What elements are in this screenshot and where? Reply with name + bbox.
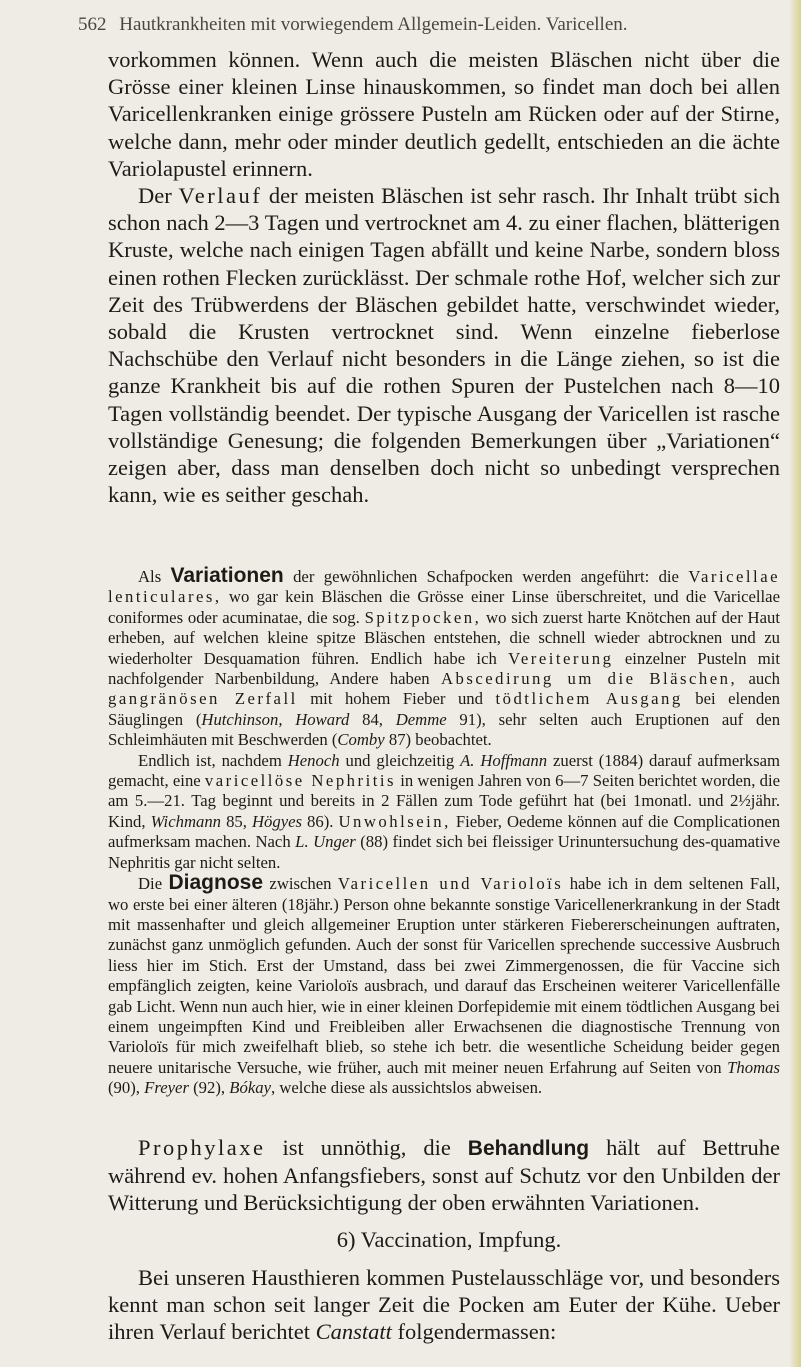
- heading-behandlung: Behandlung: [467, 1137, 590, 1160]
- citation-unger: L. Unger: [295, 832, 356, 852]
- text-run: tödtlichem Ausgang: [495, 689, 683, 709]
- text-run: , welche diese als aussichtslos abweisen.: [270, 1078, 543, 1098]
- text-run: 91), sehr selten auch Eruptionen auf den Schleimhäuten mit Beschwerden (: [108, 709, 781, 750]
- text-run: Varicellen und Varioloïs: [337, 874, 564, 894]
- text-run: 87) beobachtet.: [388, 730, 492, 750]
- heading-variationen: Variationen: [170, 564, 284, 587]
- paragraph-behandlung: [108, 1134, 780, 1217]
- citation-freyer: Freyer: [144, 1078, 189, 1098]
- body-large-type-2: [108, 1134, 780, 1345]
- paragraph-diagnose: [108, 873, 780, 1098]
- text-run: habe ich in dem seltenen Fall, wo erste bei einer älteren (18jähr.) Person ohne bekannte sonstige Varicellenerkrankung in der Stadt mit massenhafter und gleich allgemeiner Eruption unter stärkeren Fiebererscheinungen auftraten, zunächst ganz unmöglich gefunden. Auch der sonst für Varicellen sprechende successive Ausbruch liess hier im Stich. Erst der Umstand, dass bei zwei Zimmergenossen, die für Vaccine sich empfänglich zeigten, keine Varioloïs ausbrach, und darauf das Erscheinen weiterer Varicellenfälle gab Licht. Wenn nun auch hier, wie in einer kleinen Dorfepidemie mit einem tödtlichen Ausgang bei einem ungeimpften Kind und Freibleiben aller Erwachsenen die diagnostische Trennung von Varioloïs für mich zweifelhaft blieb, so stehe ich betr. die wesentliche Scheidung beider gegen neuere unitarische Versuche, wie früher, auch mit meiner neuen Erfahrung auf Seiten von: [108, 874, 781, 1077]
- text-run: zwischen: [269, 874, 332, 894]
- term-verlauf: Verlauf: [178, 183, 263, 209]
- text-run: bei elenden Säuglingen (: [108, 689, 780, 729]
- citation-henoch: Henoch: [287, 750, 340, 770]
- text-run: zuerst (1884) darauf aufmerksam gemacht, eine: [108, 750, 781, 791]
- citation-wichmann: Wichmann: [150, 811, 222, 831]
- text-run: (90),: [108, 1078, 140, 1098]
- text-run: (92),: [193, 1078, 226, 1098]
- text-run: Als: [138, 567, 162, 586]
- paragraph-variationen: [108, 566, 780, 751]
- term-prophylaxe: Prophylaxe: [138, 1135, 266, 1160]
- text-run: Fieber, Oedeme können auf die Complicationen aufmerksam machen. Nach: [108, 811, 781, 852]
- body-small-type: [108, 566, 780, 1099]
- text-run: 86).: [307, 811, 334, 831]
- body-large-type: [108, 46, 780, 508]
- text-run: Die: [138, 874, 163, 894]
- text-run: Varicellae lenticulares,: [108, 567, 781, 607]
- paragraph-vaccination: [108, 1264, 780, 1346]
- text-run: mit hohem Fieber und: [310, 689, 483, 709]
- citation-thomas: Thomas: [727, 1057, 780, 1077]
- text-run: hält auf Bettruhe während ev. hohen Anfangsfiebers, sonst auf Schutz vor den Unbilden der Witterung und Berücksichtigung der oben erwähnten Variationen.: [108, 1135, 781, 1216]
- text-run: wo sich zuerst harte Knötchen auf der Haut erheben, auf welchen kleine spitze Bläschen entstehen, die schnell wieder abtrocknen und zu wiederholter Desquamation führen. Endlich habe ich: [108, 607, 780, 668]
- citation-canstatt: Canstatt: [315, 1319, 392, 1345]
- text-run: in wenigen Jahren von 6—7 Seiten berichtet worden, die am 5.—21. Tag beginnt und bereits in 2 Fällen zum Tode geführt hat (bei 1monatl. und 2½jähr. Kind,: [108, 771, 780, 831]
- paragraph-pustel-size: vorkommen können. Wenn auch die meisten Bläschen nicht über die Grösse einer kleinen Linse hinauskommen, so findet man doch bei allen Varicellenkranken einige grössere Pusteln am Rücken oder auf der Stirne, welche dann, mehr oder minder deutlich gedellt, entschieden an die ächte Variolapustel erinnern.: [108, 47, 780, 181]
- citation-hutchinson-howard: Hutchinson, Howard: [201, 709, 350, 729]
- text-run: folgendermassen:: [397, 1319, 557, 1345]
- text-run: 85,: [226, 811, 247, 831]
- text-run: der gewöhnlichen Schafpocken werden angeführt: die: [293, 567, 679, 586]
- text-run: auch: [748, 669, 781, 689]
- citation-hoffmann: A. Hoffmann: [460, 750, 548, 770]
- text-run: der meisten Bläschen ist sehr rasch. Ihr Inhalt trübt sich schon nach 2—3 Tagen und vertrocknet am 4. zu einer flachen, blätterigen Kruste, welche nach einigen Tagen abfällt und keine Narbe, sondern bloss einen rothen Flecken zurücklässt. Der schmale rothe Hof, welcher sich zur Zeit des Trübwerdens der Bläschen gebildet hatte, verschwindet wieder, sobald die Krusten vertrocknet sind. Wenn einzelne fieberlose Nachschübe den Verlauf nicht besonders in die Länge ziehen, so ist die ganze Krankheit bis auf die rothen Spuren der Pustelchen nach 8—10 Tagen vollständig beendet. Der typische Ausgang der Varicellen ist rasche vollständige Genesung; die folgenden Bemerkungen über „Variationen“ zeigen aber, dass man denselben doch nicht so unbedingt versprechen kann, wie es seither geschah.: [108, 183, 781, 508]
- paragraph-verlauf: [108, 182, 780, 508]
- page-number: 562: [78, 14, 107, 35]
- text-run: 84,: [362, 709, 383, 729]
- citation-demme: Demme: [395, 709, 447, 729]
- page-edge-shadow: [789, 0, 801, 1367]
- text-run: Abscedirung um die Bläschen,: [440, 669, 738, 689]
- text-run: wo gar kein Bläschen die Grösse einer Linse überschreitet, und die Varicellae coniformes oder acuminatae, die sog.: [108, 587, 780, 627]
- text-run: Vereiterung: [508, 648, 614, 668]
- text-run: gangränösen Zerfall: [108, 689, 298, 709]
- section-title: 6) Vaccination, Impfung.: [336, 1226, 562, 1252]
- text-run: Bei unseren Hausthieren kommen Pustelausschläge vor, und besonders kennt man schon seit langer Zeit die Pocken am Euter der Kühe. Ueber ihren Verlauf berichtet: [108, 1264, 780, 1345]
- paragraph-nephritis: [108, 751, 780, 873]
- text-run: und gleichzeitig: [345, 750, 455, 770]
- heading-diagnose: Diagnose: [168, 871, 264, 895]
- text-run: ist unnöthig, die: [282, 1135, 451, 1160]
- citation-comby: Comby: [337, 730, 385, 750]
- text-run: (88) findet sich bei fleissiger Urinuntersuchung des-quamative Nephritis gar nicht selten.: [108, 832, 781, 872]
- citation-bokay: Bókay: [229, 1078, 271, 1098]
- text-run: Endlich ist, nachdem: [138, 750, 282, 770]
- text-run: einzelner Pusteln mit nachfolgender Narbenbildung, Andere haben: [108, 648, 781, 689]
- running-header: [78, 14, 768, 36]
- text-run: Der: [138, 183, 172, 209]
- text-run: varicellöse Nephritis: [204, 771, 396, 791]
- citation-hogyes: Högyes: [251, 811, 302, 831]
- text-run: Unwohlsein,: [338, 811, 451, 831]
- text-run: Spitzpocken,: [364, 607, 482, 627]
- running-title: Hautkrankheiten mit vorwiegendem Allgemein-Leiden. Varicellen.: [119, 14, 628, 35]
